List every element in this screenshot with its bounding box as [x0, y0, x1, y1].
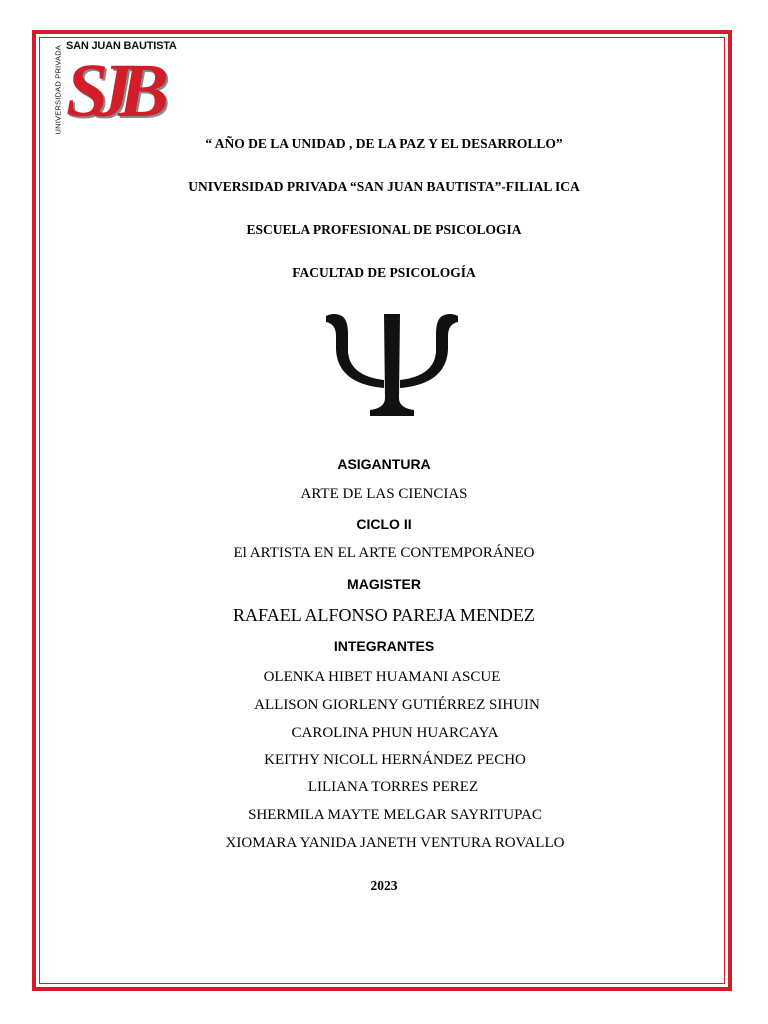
member-name: XIOMARA YANIDA JANETH VENTURA ROVALLO: [225, 835, 565, 851]
logo-side-text: UNIVERSIDAD PRIVADA: [53, 44, 63, 135]
ciclo-label: CICLO II: [356, 516, 412, 532]
university-logo: [44, 38, 176, 136]
member-name: ALLISON GIORLENY GUTIÉRREZ SIHUIN: [254, 697, 540, 713]
member-name: CAROLINA PHUN HUARCAYA: [291, 725, 499, 741]
asignatura-value: ARTE DE LAS CIENCIAS: [300, 486, 468, 502]
member-name: OLENKA HIBET HUAMANI ASCUE: [263, 669, 501, 685]
logo-brand: SAN JUAN BAUTISTA: [66, 40, 177, 52]
asignatura-label: ASIGANTURA: [337, 456, 431, 472]
psi-icon: [324, 310, 460, 422]
member-name: KEITHY NICOLL HERNÁNDEZ PECHO: [264, 752, 526, 768]
logo-monogram: SJB: [66, 49, 155, 133]
ciclo-value: El ARTISTA EN EL ARTE CONTEMPORÁNEO: [233, 545, 535, 561]
integrantes-label: INTEGRANTES: [333, 638, 435, 654]
faculty-name: FACULTAD DE PSICOLOGÍA: [292, 265, 476, 280]
member-name: LILIANA TORRES PEREZ: [307, 779, 479, 795]
magister-name: RAFAEL ALFONSO PAREJA MENDEZ: [233, 605, 535, 625]
university-name: UNIVERSIDAD PRIVADA “SAN JUAN BAUTISTA”-FILIAL ICA: [188, 179, 580, 194]
year: 2023: [370, 878, 398, 893]
motto: “ AÑO DE LA UNIDAD , DE LA PAZ Y EL DESARROLLO”: [205, 136, 563, 151]
school-name: ESCUELA PROFESIONAL DE PSICOLOGIA: [246, 222, 522, 237]
member-name: SHERMILA MAYTE MELGAR SAYRITUPAC: [248, 807, 542, 823]
magister-label: MAGISTER: [347, 576, 421, 592]
